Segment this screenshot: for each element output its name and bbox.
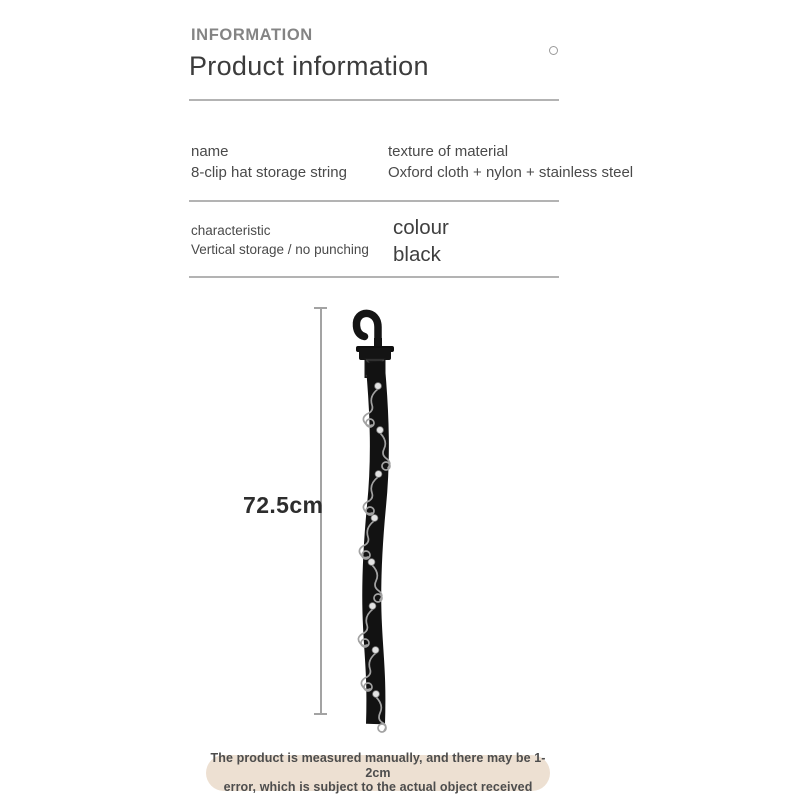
disclaimer-line-1: The product is measured manually, and there may be 1-2cm	[210, 751, 546, 780]
spec-colour-value: black	[393, 243, 441, 266]
spec-name-value: 8-clip hat storage string	[191, 164, 347, 181]
page-title: Product information	[189, 51, 429, 81]
spec-material-value: Oxford cloth + nylon + stainless steel	[388, 164, 634, 181]
product-photo	[325, 296, 425, 736]
divider	[189, 200, 559, 202]
spec-colour-label: colour	[393, 216, 449, 239]
strap	[372, 362, 380, 724]
spec-characteristic	[191, 221, 369, 259]
spec-name-label: name	[191, 143, 229, 160]
spec-name	[191, 141, 347, 183]
divider	[189, 99, 559, 101]
spec-material-label: texture of material	[388, 143, 509, 160]
measure-label: 72.5cm	[243, 492, 324, 518]
spec-material	[388, 141, 633, 183]
spec-characteristic-value: Vertical storage / no punching	[191, 242, 369, 257]
measurement-disclaimer	[206, 751, 550, 795]
hook-icon	[356, 313, 382, 348]
watermark-ring-icon	[549, 46, 558, 55]
disclaimer-line-2: error, which is subject to the actual object received	[223, 780, 533, 795]
spec-characteristic-label: characteristic	[191, 223, 271, 238]
buckle	[356, 346, 394, 360]
spec-colour	[393, 214, 449, 268]
section-eyebrow: INFORMATION	[191, 26, 313, 44]
divider	[189, 276, 559, 278]
